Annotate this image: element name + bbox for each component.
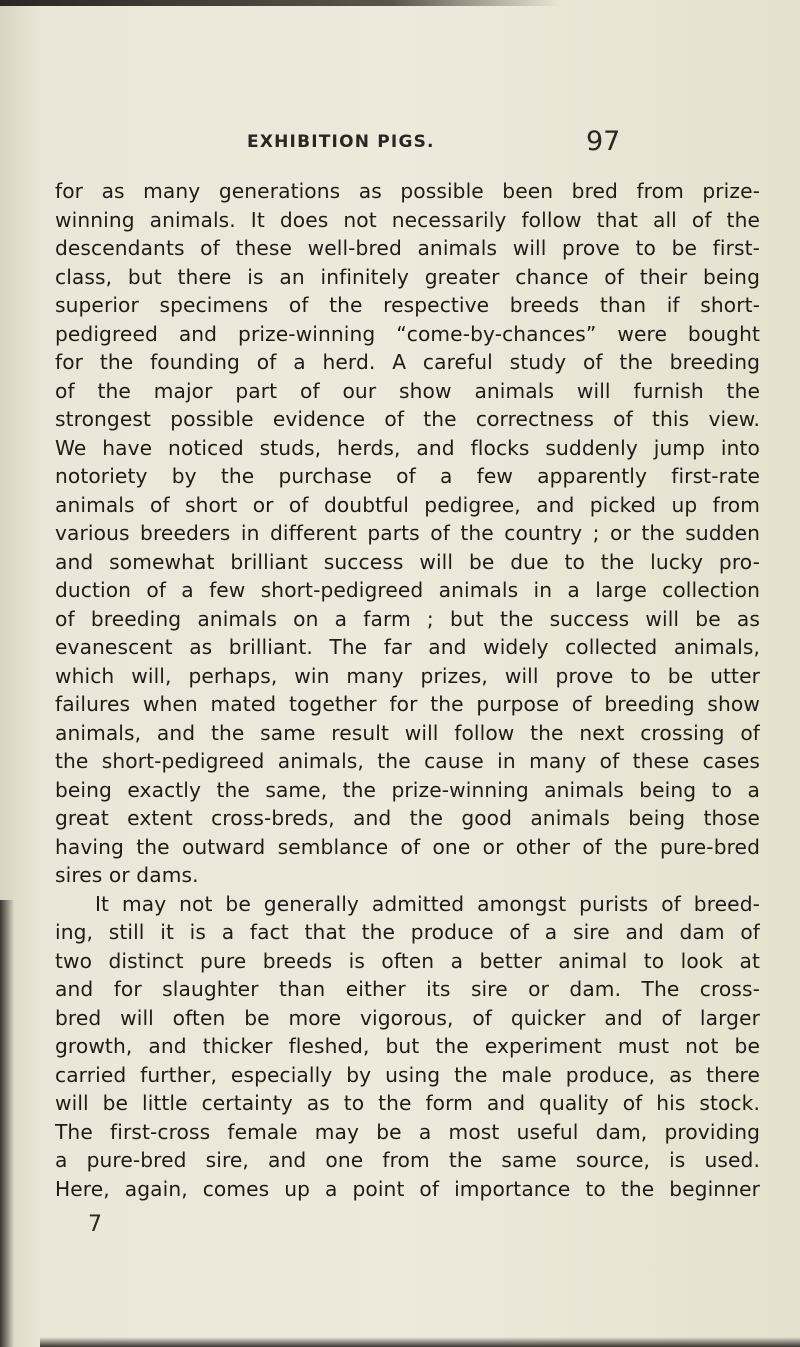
text-line: and for slaughter than either its sire or dam. The cross-	[55, 977, 760, 1001]
text-line: a pure-bred sire, and one from the same source, is used.	[55, 1148, 760, 1172]
text-line: evanescent as brilliant. The far and widely collected animals,	[55, 635, 760, 659]
text-line: sires or dams.	[55, 863, 199, 887]
text-line: The first-cross female may be a most useful dam, providing	[55, 1119, 760, 1144]
text-line: carried further, especially by using the male produce, as there	[55, 1062, 760, 1087]
text-line: Here, again, comes up a point of importance to the beginner	[55, 1176, 760, 1201]
text-line: pedigreed and prize-winning “come-by-chances” were bought	[55, 321, 760, 346]
text-line: notoriety by the purchase of a few apparently first-rate	[55, 464, 760, 488]
text-line: We have noticed studs, herds, and flocks suddenly jump into	[55, 435, 760, 460]
text-line: duction of a few short-pedigreed animals in a large collection	[55, 578, 760, 602]
text-line: descendants of these well-bred animals will prove to be first-	[55, 236, 760, 260]
text-line: for as many generations as possible been bred from prize-	[55, 179, 760, 203]
bottom-edge-shadow	[40, 1337, 800, 1347]
text-line: of the major part of our show animals will furnish the	[55, 378, 760, 403]
text-line: various breeders in different parts of the country ; or the sudden	[55, 521, 760, 545]
text-line: two distinct pure breeds is often a better animal to look at	[55, 948, 760, 973]
text-line: of breeding animals on a farm ; but the success will be as	[55, 606, 760, 631]
text-line: strongest possible evidence of the correctness of this view.	[55, 407, 760, 431]
text-line: bred will often be more vigorous, of quicker and of larger	[55, 1005, 760, 1030]
text-line: growth, and thicker fleshed, but the experiment must not be	[55, 1034, 760, 1058]
text-line: ing, still it is a fact that the produce of a sire and dam of	[55, 920, 760, 944]
text-line: It may not be generally admitted amongst purists of breed-	[95, 891, 760, 916]
text-line: having the outward semblance of one or other of the pure-bred	[55, 834, 760, 859]
text-line: the short-pedigreed animals, the cause in many of these cases	[55, 749, 760, 773]
text-line: which will, perhaps, win many prizes, will prove to be utter	[55, 663, 760, 688]
text-line: great extent cross-breds, and the good animals being those	[55, 806, 760, 830]
text-line: class, but there is an infinitely greater chance of their being	[55, 264, 760, 289]
text-line: animals of short or of doubtful pedigree, and picked up from	[55, 492, 760, 517]
text-line: superior specimens of the respective breeds than if short-	[55, 293, 760, 317]
top-edge-rule	[0, 0, 560, 6]
text-line: failures when mated together for the purpose of breeding show	[55, 692, 760, 716]
body-text	[55, 177, 760, 1203]
text-line: will be little certainty as to the form and quality of his stock.	[55, 1091, 760, 1115]
binding-shadow	[0, 900, 14, 1347]
text-line: and somewhat brilliant success will be due to the lucky pro-	[55, 549, 760, 574]
page-number: 97	[586, 126, 621, 157]
text-line: winning animals. It does not necessarily follow that all of the	[55, 207, 760, 232]
text-line: animals, and the same result will follow the next crossing of	[55, 720, 760, 745]
running-head: EXHIBITION PIGS.	[247, 132, 435, 152]
text-line: being exactly the same, the prize-winning animals being to a	[55, 777, 760, 802]
signature-mark: 7	[88, 1212, 102, 1237]
page-header	[0, 126, 800, 166]
text-line: for the founding of a herd. A careful study of the breeding	[55, 350, 760, 374]
